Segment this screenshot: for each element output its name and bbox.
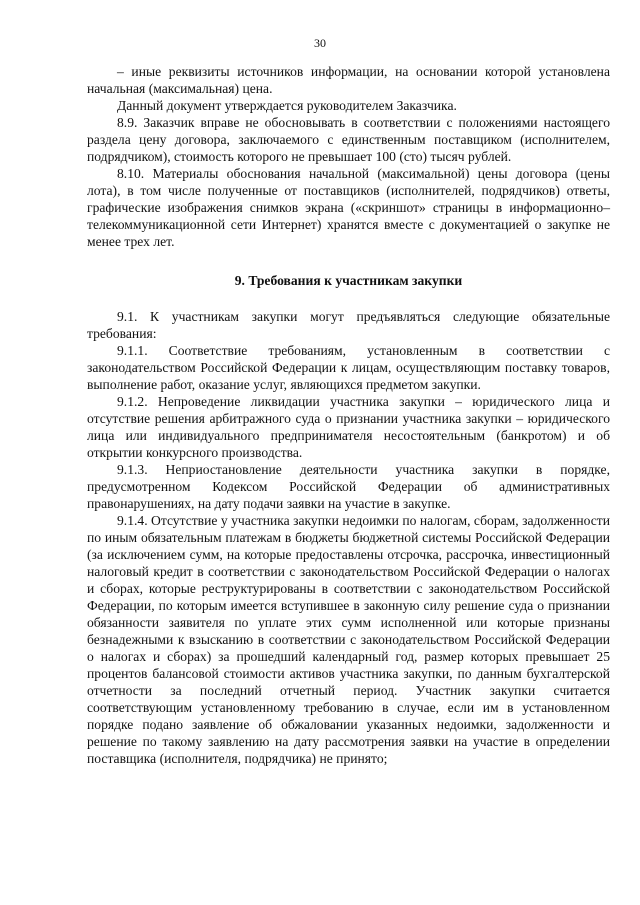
paragraph-9-1-2: 9.1.2. Непроведение ликвидации участника закупки – юридического лица и отсутствие решения арбитражного суда о признании участника закупки – юридического лица или индивидуального предпринимателя несостоятельным (банкротом) и об открытии конкурсного производства. bbox=[87, 394, 610, 460]
paragraph-9-1: 9.1. К участникам закупки могут предъявляться следующие обязательные требования: bbox=[87, 309, 610, 341]
document-body bbox=[87, 63, 610, 767]
paragraph-9-1-3: 9.1.3. Неприостановление деятельности участника закупки в порядке, предусмотренном Кодексом Российской Федерации об административных правонарушениях, на дату подачи заявки на участие в закупке. bbox=[87, 462, 610, 511]
paragraph-8-9: 8.9. Заказчик вправе не обосновывать в соответствии с положениями настоящего раздела цену договора, заключаемого с единственным поставщиком (исполнителем, подрядчиком), стоимость которого не превышает 100 (сто) тысяч рублей. bbox=[87, 115, 610, 164]
section-heading: 9. Требования к участникам закупки bbox=[234, 273, 463, 288]
paragraph-9-1-4: 9.1.4. Отсутствие у участника закупки недоимки по налогам, сборам, задолженности по иным обязательным платежам в бюджеты бюджетной системы Российской Федерации (за исключением сумм, на которые предоставлены отсрочка, рассрочка, инвестиционный налоговый кредит в соответствии с законодательством Российской Федерации о налогах и сборах, которые реструктурированы в соответствии с законодательством Российской Федерации, по которым имеется вступившее в законную силу решение суда о признании обязанности заявителя по уплате этих сумм исполненной или которые признаны безнадежными к взысканию в соответствии с законодательством Российской Федерации о налогах и сборах) за прошедший календарный год, размер которых превышает 25 процентов балансовой стоимости активов участника закупки, по данным бухгалтерской отчетности за последний отчетный период. Участник закупки считается соответствующим установленному требованию в случае, если им в установленном порядке подано заявление об обжаловании указанных недоимки, задолженности и решение по такому заявлению на дату рассмотрения заявки на участие в определении поставщика (исполнителя, подрядчика) не принято; bbox=[87, 513, 610, 766]
paragraph-approval: Данный документ утверждается руководителем Заказчика. bbox=[117, 98, 457, 113]
page-number: 30 bbox=[314, 36, 326, 50]
paragraph-9-1-1: 9.1.1. Соответствие требованиям, установленным в соответствии с законодательством Российской Федерации к лицам, осуществляющим поставку товаров, выполнение работ, оказание услуг, являющихся предметом закупки. bbox=[87, 343, 610, 392]
paragraph-8-10: 8.10. Материалы обоснования начальной (максимальной) цены договора (цены лота), в том числе полученные от поставщиков (исполнителей, подрядчиков) ответы, графические изображения снимков экрана («скриншот» страницы в информационно–телекоммуникационной сети Интернет) хранятся вместе с документацией о закупке не менее трех лет. bbox=[87, 166, 610, 249]
paragraph-other-requisites: – иные реквизиты источников информации, на основании которой установлена начальная (максимальная) цена. bbox=[87, 64, 610, 96]
